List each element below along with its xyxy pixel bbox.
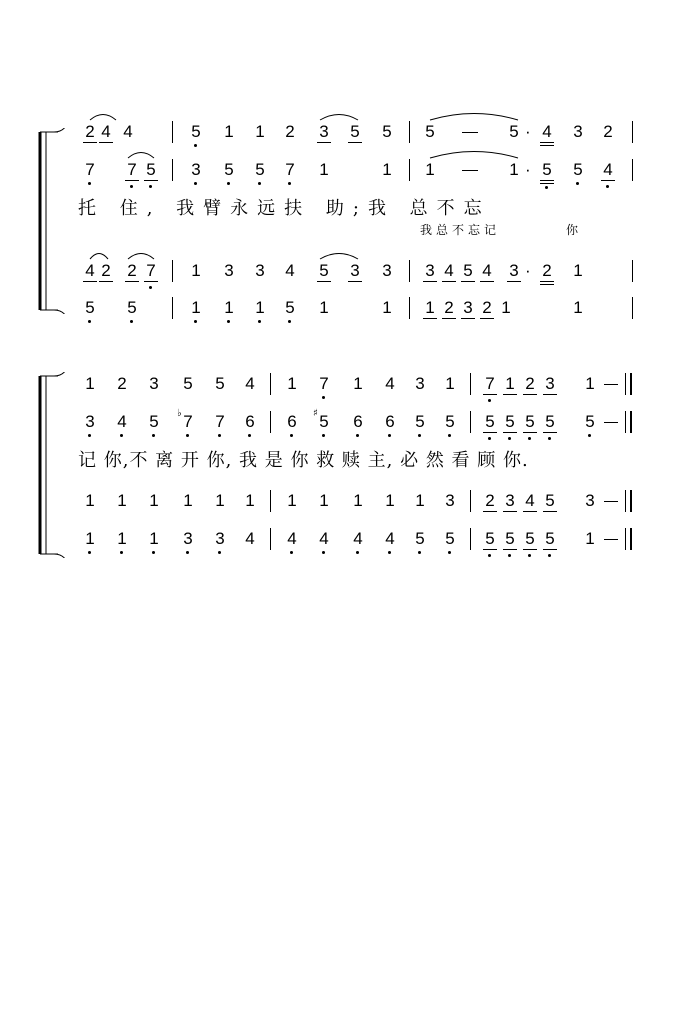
- final-barline-thin: [625, 411, 626, 433]
- final-barline-thin: [625, 490, 626, 512]
- barline: [632, 260, 633, 282]
- note: 1: [117, 491, 127, 510]
- barline: [409, 260, 410, 282]
- note: 2: [603, 122, 613, 141]
- note: 5: [444, 411, 456, 433]
- note: 4: [385, 374, 395, 393]
- barline: [172, 260, 173, 282]
- note: 5: [382, 122, 392, 141]
- note: 1: [385, 491, 395, 510]
- note: 1: [425, 160, 435, 179]
- note: 5: [145, 159, 157, 181]
- note: 1: [415, 491, 425, 510]
- note: 3: [255, 261, 265, 280]
- note: 7: [284, 159, 296, 181]
- note: 5: [254, 159, 266, 181]
- note: 1: [382, 298, 392, 317]
- note: 1: [319, 160, 329, 179]
- note: 5: [215, 374, 225, 393]
- note: 4: [84, 260, 96, 282]
- note: 3: [504, 490, 516, 512]
- note: 1: [573, 298, 583, 317]
- note: 7: [126, 159, 138, 181]
- slur: [428, 111, 520, 121]
- barline: [470, 373, 471, 395]
- note: 1: [245, 491, 255, 510]
- note: 3: [382, 261, 392, 280]
- note: 7: [318, 373, 330, 395]
- note: 1: [424, 297, 436, 319]
- note: 3: [462, 297, 474, 319]
- note: 5: [349, 121, 361, 143]
- note: 1: [84, 528, 96, 550]
- note: 1: [85, 491, 95, 510]
- lyric-line: 托 住, 我臂永远扶 助;我 总不忘: [78, 198, 491, 219]
- barline: [270, 490, 271, 512]
- note: 4: [286, 528, 298, 550]
- slur: [428, 149, 520, 159]
- lyric-subline: 我总不忘记: [420, 223, 501, 237]
- note: 2: [524, 373, 536, 395]
- extension-dash: [604, 501, 618, 502]
- note: 5: [84, 297, 96, 319]
- augmentation-dot: ·: [525, 160, 531, 179]
- note: 4: [123, 122, 133, 141]
- note: 3: [573, 122, 583, 141]
- note: 5: [504, 528, 516, 550]
- slur: [318, 250, 360, 260]
- note: 3: [415, 374, 425, 393]
- note: 5: [318, 260, 330, 282]
- score-row: [0, 260, 700, 290]
- note: 5: [414, 411, 426, 433]
- note: 4: [245, 529, 255, 548]
- note: 4: [285, 261, 295, 280]
- note: 2: [541, 260, 553, 282]
- note: 6: [384, 411, 396, 433]
- augmentation-dot: ·: [525, 261, 531, 280]
- barline: [172, 121, 173, 143]
- note: 2: [484, 490, 496, 512]
- note: 1: [224, 122, 234, 141]
- note: 1: [353, 491, 363, 510]
- note: 5: [414, 528, 426, 550]
- lyric-line: 记 你,不 离 开 你, 我 是 你 救 赎 主, 必 然 看 顾 你.: [78, 450, 529, 471]
- note: 3: [349, 260, 361, 282]
- note: 1: [287, 374, 297, 393]
- note: 3: [149, 374, 159, 393]
- final-barline-thick: [630, 373, 632, 395]
- note: 1: [215, 491, 225, 510]
- note: 3: [424, 260, 436, 282]
- note: 1: [190, 297, 202, 319]
- note: 6: [352, 411, 364, 433]
- note: 2: [84, 121, 96, 143]
- note: 1: [501, 298, 511, 317]
- note: 5: [541, 159, 553, 181]
- score-row: [0, 121, 700, 151]
- barline: [270, 373, 271, 395]
- barline: [270, 411, 271, 433]
- note: 4: [245, 374, 255, 393]
- note: 1: [382, 160, 392, 179]
- note: 1: [149, 491, 159, 510]
- score-row: [0, 297, 700, 327]
- note: 1: [504, 373, 516, 395]
- flat-accidental: ♭: [177, 408, 182, 419]
- note: 3: [84, 411, 96, 433]
- note: 4: [524, 490, 536, 512]
- note: ♯ 5: [318, 411, 330, 433]
- barline: [409, 159, 410, 181]
- final-barline-thin: [625, 373, 626, 395]
- note: 7: [484, 373, 496, 395]
- note: 4: [602, 159, 614, 181]
- note: 1: [445, 374, 455, 393]
- note: 1: [255, 122, 265, 141]
- note: 1: [573, 261, 583, 280]
- final-barline-thick: [630, 411, 632, 433]
- slur: [126, 149, 156, 159]
- slur: [318, 111, 360, 121]
- note: 1: [353, 374, 363, 393]
- note: 2: [117, 374, 127, 393]
- note: 1: [319, 298, 329, 317]
- note: 5: [584, 411, 596, 433]
- note: 7: [145, 260, 157, 282]
- barline: [632, 121, 633, 143]
- barline: [632, 297, 633, 319]
- note: 4: [352, 528, 364, 550]
- note: 3: [214, 528, 226, 550]
- note: 5: [190, 121, 202, 143]
- note: 5: [126, 297, 138, 319]
- score-row: [0, 408, 700, 441]
- note: 6: [244, 411, 256, 433]
- extension-dash: [604, 422, 618, 423]
- note: 4: [443, 260, 455, 282]
- note: 5: [425, 122, 435, 141]
- note: 5: [524, 528, 536, 550]
- slur: [88, 250, 110, 260]
- score-row: [0, 159, 700, 189]
- note: 5: [444, 528, 456, 550]
- note: 3: [508, 260, 520, 282]
- note: 2: [285, 122, 295, 141]
- slur: [88, 111, 118, 121]
- note: 5: [284, 297, 296, 319]
- note: 5: [544, 528, 556, 550]
- note: 1: [319, 491, 329, 510]
- note: 5: [504, 411, 516, 433]
- note: 2: [100, 260, 112, 282]
- note: 4: [481, 260, 493, 282]
- note: 1: [254, 297, 266, 319]
- note: 5: [544, 490, 556, 512]
- final-barline-thick: [630, 528, 632, 550]
- note: 3: [182, 528, 194, 550]
- note: 1: [191, 261, 201, 280]
- note: 2: [481, 297, 493, 319]
- note: 5: [223, 159, 235, 181]
- barline: [409, 297, 410, 319]
- note: 4: [100, 121, 112, 143]
- slur: [126, 250, 156, 260]
- note: 3: [224, 261, 234, 280]
- barline: [172, 297, 173, 319]
- note: 5: [484, 411, 496, 433]
- barline: [409, 121, 410, 143]
- note: 4: [541, 121, 553, 143]
- barline: [270, 528, 271, 550]
- extension-dash: [462, 132, 478, 133]
- note: 1: [85, 374, 95, 393]
- lyric-subline: 你: [566, 223, 579, 237]
- note: 1: [509, 160, 519, 179]
- barline: [470, 411, 471, 433]
- note: 7: [214, 411, 226, 433]
- note: 3: [190, 159, 202, 181]
- note: 5: [462, 260, 474, 282]
- final-barline-thick: [630, 490, 632, 512]
- note: 5: [183, 374, 193, 393]
- extension-dash: [604, 384, 618, 385]
- note: 3: [544, 373, 556, 395]
- note: 3: [318, 121, 330, 143]
- final-barline-thin: [625, 528, 626, 550]
- score-row: [0, 373, 700, 403]
- note: 2: [126, 260, 138, 282]
- extension-dash: [604, 539, 618, 540]
- barline: [470, 528, 471, 550]
- note: 3: [585, 491, 595, 510]
- extension-dash: [462, 170, 478, 171]
- augmentation-dot: ·: [525, 122, 531, 141]
- note: 6: [286, 411, 298, 433]
- note: 1: [183, 491, 193, 510]
- note: 1: [585, 374, 595, 393]
- note: 7: [84, 159, 96, 181]
- score-row: [0, 528, 700, 558]
- note: 2: [443, 297, 455, 319]
- note: 5: [572, 159, 584, 181]
- note: 5: [148, 411, 160, 433]
- barline: [172, 159, 173, 181]
- barline: [632, 159, 633, 181]
- note: 3: [445, 491, 455, 510]
- note: 1: [148, 528, 160, 550]
- note: 5: [509, 122, 519, 141]
- note: 1: [585, 529, 595, 548]
- note: 4: [318, 528, 330, 550]
- note: 1: [287, 491, 297, 510]
- note: 5: [524, 411, 536, 433]
- note: 1: [223, 297, 235, 319]
- note: 5: [484, 528, 496, 550]
- note: 4: [384, 528, 396, 550]
- barline: [470, 490, 471, 512]
- sharp-accidental: ♯: [313, 408, 318, 419]
- score-row: [0, 490, 700, 520]
- note: 1: [116, 528, 128, 550]
- note: 4: [116, 411, 128, 433]
- note: ♭ 7: [182, 411, 194, 433]
- note: 5: [544, 411, 556, 433]
